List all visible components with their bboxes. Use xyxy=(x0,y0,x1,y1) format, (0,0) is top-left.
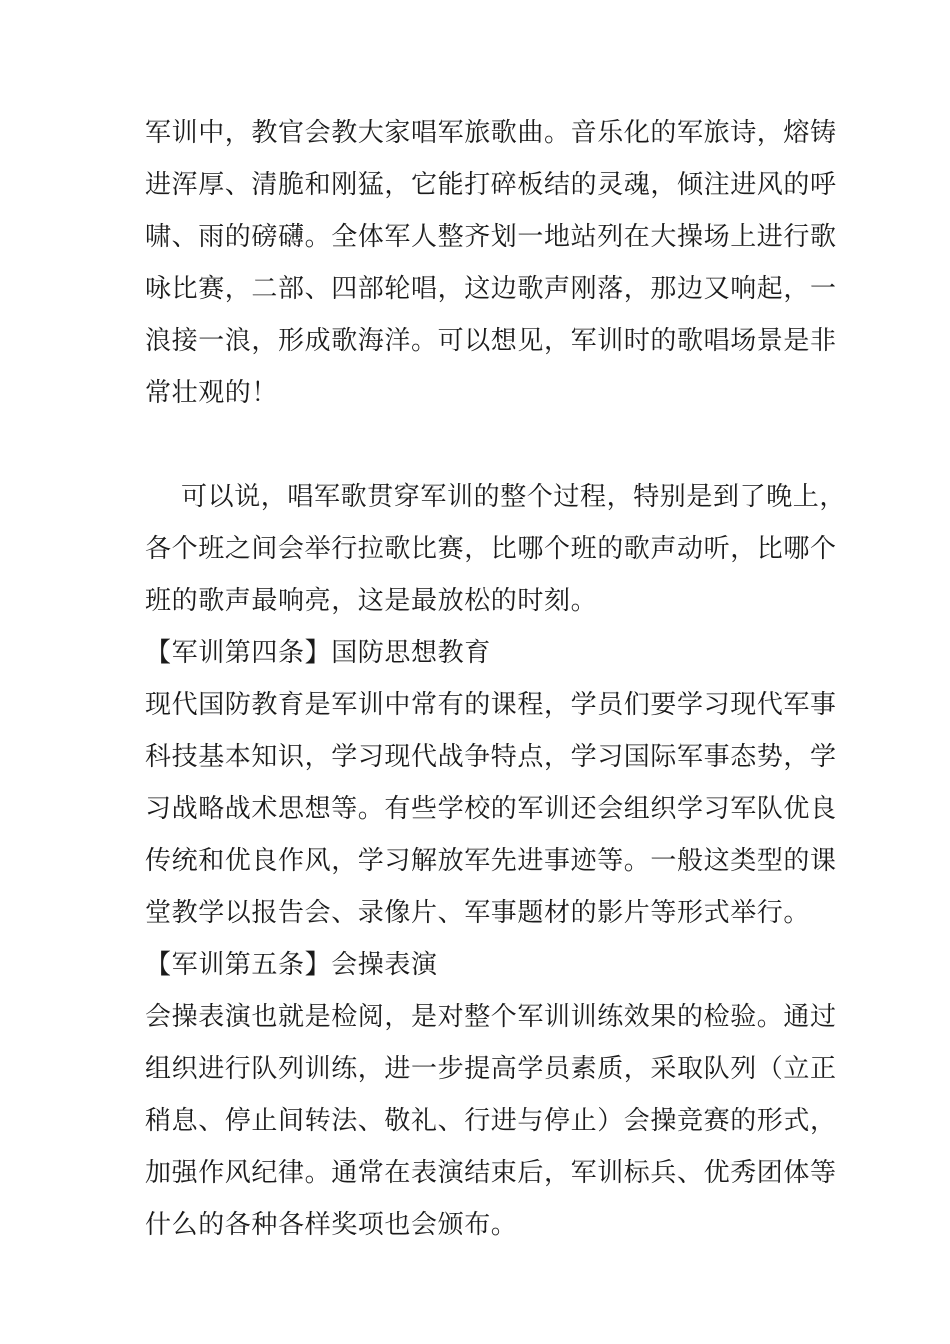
text-line: 各个班之间会举行拉歌比赛，比哪个班的歌声动听，比哪个 xyxy=(145,534,837,564)
text-line: 传统和优良作风，学习解放军先进事迹等。一般这类型的课 xyxy=(145,846,837,876)
text-line: 什么的各种各样奖项也会颁布。 xyxy=(145,1210,518,1240)
document-page xyxy=(145,107,847,1251)
text-line: 咏比赛，二部、四部轮唱，这边歌声刚落，那边又响起，一 xyxy=(145,274,837,304)
text-line: 会操表演也就是检阅，是对整个军训训练效果的检验。通过 xyxy=(145,1002,837,1032)
text-line: 啸、雨的磅礴。全体军人整齐划一地站列在大操场上进行歌 xyxy=(145,222,837,252)
paragraph-4 xyxy=(145,991,837,1251)
text-line: 进浑厚、清脆和刚猛，它能打碎板结的灵魂，倾注进风的呼 xyxy=(145,170,837,200)
text-line: 现代国防教育是军训中常有的课程，学员们要学习现代军事 xyxy=(145,690,837,720)
paragraph-1 xyxy=(145,107,837,419)
text-line: 加强作风纪律。通常在表演结束后，军训标兵、优秀团体等 xyxy=(145,1158,837,1188)
text-line: 可以说，唱军歌贯穿军训的整个过程，特别是到了晚上， xyxy=(181,482,847,512)
text-line: 常壮观的！ xyxy=(145,378,279,408)
paragraph-spacer xyxy=(145,419,813,471)
text-line: 军训中，教官会教大家唱军旅歌曲。音乐化的军旅诗，熔铸 xyxy=(145,118,837,148)
text-line: 浪接一浪，形成歌海洋。可以想见，军训时的歌唱场景是非 xyxy=(145,326,837,356)
paragraph-3 xyxy=(145,679,837,939)
text-line: 习战略战术思想等。有些学校的军训还会组织学习军队优良 xyxy=(145,794,837,824)
section-heading-4: 【军训第四条】国防思想教育 xyxy=(145,638,491,668)
paragraph-2 xyxy=(145,471,847,627)
section-heading-5: 【军训第五条】会操表演 xyxy=(145,950,438,980)
text-line: 稍息、停止间转法、敬礼、行进与停止）会操竞赛的形式， xyxy=(145,1106,837,1136)
text-line: 组织进行队列训练，进一步提高学员素质，采取队列（立正 xyxy=(145,1054,837,1084)
text-line: 班的歌声最响亮，这是最放松的时刻。 xyxy=(145,586,598,616)
text-line: 科技基本知识，学习现代战争特点，学习国际军事态势，学 xyxy=(145,742,837,772)
text-line: 堂教学以报告会、录像片、军事题材的影片等形式举行。 xyxy=(145,898,811,928)
